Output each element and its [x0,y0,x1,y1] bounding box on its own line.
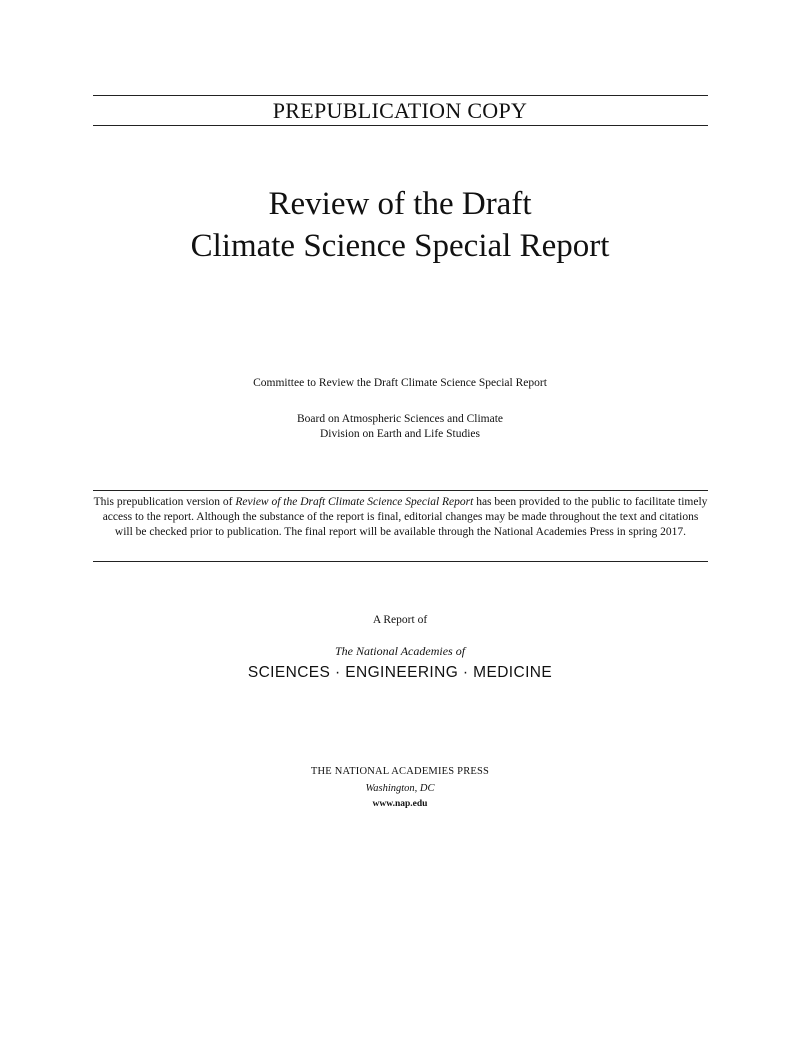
division-name: Division on Earth and Life Studies [319,428,481,440]
notice-report-title: Review of the Draft Climate Science Special Report [235,496,474,508]
board-name: Board on Atmospheric Sciences and Climate [297,413,503,425]
prepublication-notice [93,495,708,540]
academies-name-italic: The National Academies of [334,644,466,658]
report-title [0,183,800,267]
banner-bottom-rule [93,125,708,126]
publisher-website: www.nap.edu [372,799,428,809]
publisher-city: Washington, DC [365,783,435,794]
academies-logo-text: SCIENCES · ENGINEERING · MEDICINE [247,664,553,681]
board-division [0,412,800,442]
notice-top-rule [93,490,708,491]
prepublication-banner: PREPUBLICATION COPY [272,98,528,123]
title-line-1: Review of the Draft [268,186,532,222]
publisher-name: THE NATIONAL ACADEMIES PRESS [310,766,490,777]
notice-body: has been provided to the public to facilitate timely access to the report. Although the substance of the report is final, editorial changes may be made throughout the text and citations will be checked prior to publication. The final report will be available through the National Academies Press in spring 2017. [102,496,708,538]
notice-lead: This prepublication version of [93,496,236,508]
committee-name: Committee to Review the Draft Climate Science Special Report [253,377,547,389]
report-of-label: A Report of [372,614,428,626]
banner-top-rule [93,95,708,96]
title-line-2: Climate Science Special Report [190,228,610,264]
notice-bottom-rule [93,561,708,562]
